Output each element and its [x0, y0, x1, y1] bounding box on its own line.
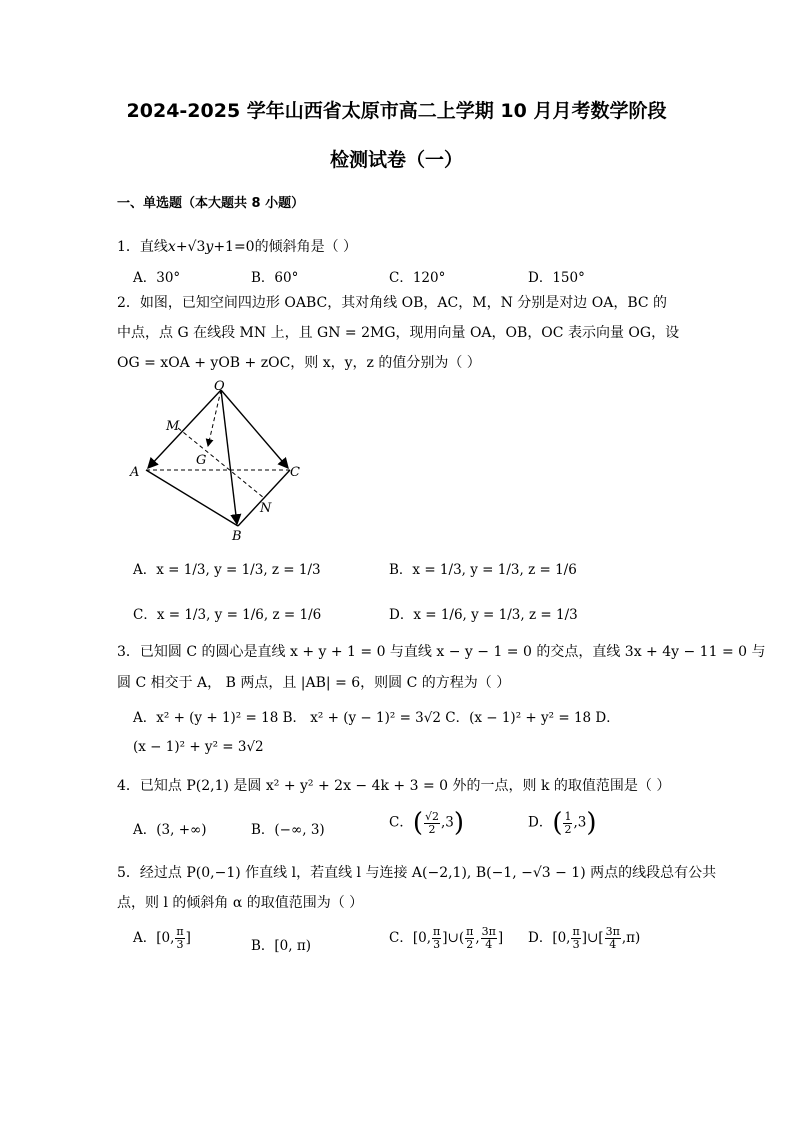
q2-option-c[interactable]: C．x = 1/3, y = 1/6, z = 1/6 — [133, 607, 322, 623]
edge-ob — [221, 390, 237, 524]
q1-stem-prefix: 1．直线 — [117, 239, 168, 255]
q4-option-b[interactable]: B．(−∞, 3) — [251, 822, 325, 838]
q1-stem: 1．直线x+√3y+1=0的倾斜角是（ ） — [117, 239, 358, 255]
edge-oc — [221, 390, 288, 468]
label-a: A — [130, 465, 140, 480]
q4-line-1: 4．已知点 P(2,1) 是圆 x² + y² + 2x − 4k + 3 = 0 外的一点，则 k 的取值范围是（ ） — [117, 778, 671, 794]
label-m: M — [166, 419, 180, 434]
label-b: B — [232, 529, 242, 543]
q1-option-b[interactable]: B．60° — [251, 270, 299, 286]
q2-option-b[interactable]: B．x = 1/3, y = 1/3, z = 1/6 — [389, 562, 577, 578]
q5-line-2: 点，则 l 的倾斜角 α 的取值范围为（ ） — [117, 895, 364, 911]
q5-option-d-label: D． — [528, 930, 553, 946]
q5-option-d[interactable]: D．[0, $\frac{\pi}{3}$ ]∪[ $\frac{3\pi}{4}$ ,π) — [528, 925, 641, 951]
title-line-2: 检测试卷（一） — [329, 149, 463, 171]
tetrahedron-figure — [128, 378, 308, 543]
label-n: N — [260, 501, 272, 516]
q5-option-c-label: C． — [389, 930, 413, 946]
q5-line-1: 5．经过点 P(0,−1) 作直线 l，若直线 l 与连接 A(−2,1), B(−1, −√3 − 1) 两点的线段总有公共 — [117, 865, 717, 881]
q2-option-d[interactable]: D．x = 1/6, y = 1/3, z = 1/3 — [389, 607, 578, 623]
segment-mn-dashed — [178, 428, 264, 498]
q4-option-c[interactable]: C．( $\frac{√2}{2}$ ,3) — [389, 808, 465, 838]
q1-option-c[interactable]: C．120° — [389, 270, 446, 286]
label-o: O — [214, 379, 225, 394]
q2-option-a[interactable]: A．x = 1/3, y = 1/3, z = 1/3 — [133, 562, 321, 578]
title-line-1: 2024-2025 学年山西省太原市高二上学期 10 月月考数学阶段 — [126, 100, 667, 122]
q3-line-1: 3．已知圆 C 的圆心是直线 x + y + 1 = 0 与直线 x − y − 1 = 0 的交点，直线 3x + 4y − 11 = 0 与 — [117, 644, 766, 660]
q5-option-a[interactable]: A．[0, $\frac{\pi}{3}$ ] — [133, 925, 191, 951]
q4-option-d-label: D． — [528, 814, 553, 831]
q1-option-a[interactable]: A．30° — [133, 270, 181, 286]
q5-option-c[interactable]: C．[0, $\frac{\pi}{3}$ ]∪( $\frac{\pi}{2}$ , $\frac{3\pi}{4}$ ] — [389, 925, 504, 951]
vector-og-dashed — [208, 390, 221, 446]
q4-option-c-label: C． — [389, 814, 413, 831]
label-g: G — [196, 453, 207, 468]
section-heading: 一、单选题（本大题共 8 小题） — [117, 196, 305, 211]
q3-options[interactable]: A．x² + (y + 1)² = 18 B． x² + (y − 1)² = 3√2 C．(x − 1)² + y² = 18 D． — [133, 710, 620, 726]
q2-line-1: 2．如图，已知空间四边形 OABC，其对角线 OB，AC，M，N 分别是对边 OA，BC 的 — [117, 295, 668, 311]
q2-line-3: OG = xOA + yOB + zOC，则 x，y，z 的值分别为（ ） — [117, 355, 481, 371]
q5-option-b[interactable]: B．[0, π) — [251, 938, 311, 954]
q3-option-d-expression[interactable]: (x − 1)² + y² = 3√2 — [133, 739, 264, 755]
q2-line-2: 中点，点 G 在线段 MN 上，且 GN = 2MG，现用向量 OA，OB，OC 表示向量 OG，设 — [117, 325, 680, 341]
q4-option-d[interactable]: D．( $\frac{1}{2}$ ,3) — [528, 808, 597, 838]
q5-option-a-label: A． — [133, 930, 157, 946]
q4-option-a[interactable]: A．(3, +∞) — [133, 822, 207, 838]
edge-oa — [148, 390, 221, 468]
q1-stem-tail: 的倾斜角是（ ） — [254, 239, 358, 255]
q1-option-d[interactable]: D．150° — [528, 270, 585, 286]
edge-ab — [146, 470, 238, 526]
label-c: C — [290, 465, 300, 480]
q3-line-2: 圆 C 相交于 A， B 两点，且 |AB| = 6，则圆 C 的方程为（ ） — [117, 675, 511, 691]
